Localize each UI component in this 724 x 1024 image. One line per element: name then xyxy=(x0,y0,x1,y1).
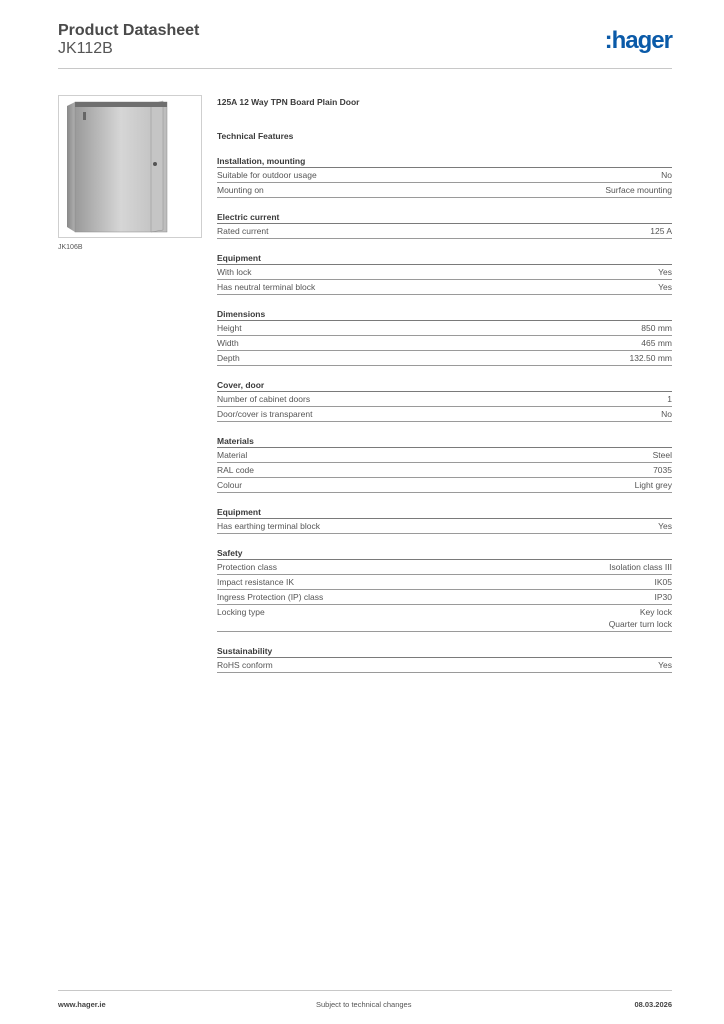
feature-value: Light grey xyxy=(634,480,672,490)
footer-date: 08.03.2026 xyxy=(634,1000,672,1009)
product-code: JK112B xyxy=(58,40,113,57)
feature-section xyxy=(217,211,672,239)
feature-sections xyxy=(217,155,672,673)
feature-value: No xyxy=(661,409,672,419)
section-title: Equipment xyxy=(217,252,672,265)
feature-row xyxy=(217,351,672,366)
feature-value: Surface mounting xyxy=(605,185,672,195)
feature-row xyxy=(217,168,672,183)
feature-value: Yes xyxy=(658,660,672,670)
feature-section xyxy=(217,506,672,534)
feature-label: Rated current xyxy=(217,226,269,236)
feature-row xyxy=(217,463,672,478)
feature-label: Has neutral terminal block xyxy=(217,282,316,292)
feature-label: Width xyxy=(217,338,239,348)
image-caption: JK106B xyxy=(58,244,83,251)
feature-section xyxy=(217,435,672,493)
document-title: Product Datasheet xyxy=(58,22,200,39)
feature-label: Number of cabinet doors xyxy=(217,394,311,404)
feature-label: Mounting on xyxy=(217,185,264,195)
footer-note: Subject to technical changes xyxy=(316,1000,412,1009)
feature-value: 125 A xyxy=(650,226,672,236)
feature-label: Has earthing terminal block xyxy=(217,521,320,531)
section-title: Installation, mounting xyxy=(217,155,672,168)
feature-label: Impact resistance IK xyxy=(217,577,295,587)
section-title: Materials xyxy=(217,435,672,448)
feature-row xyxy=(217,183,672,198)
feature-row xyxy=(217,658,672,673)
feature-value: Steel xyxy=(652,450,672,460)
feature-row xyxy=(217,280,672,295)
feature-section xyxy=(217,155,672,198)
feature-value: 7035 xyxy=(653,465,672,475)
feature-row xyxy=(217,392,672,407)
technical-features xyxy=(217,97,672,673)
page-header xyxy=(58,22,672,69)
feature-label: Depth xyxy=(217,353,240,363)
feature-row xyxy=(217,605,672,632)
product-image xyxy=(58,95,202,238)
feature-label: Ingress Protection (IP) class xyxy=(217,592,324,602)
feature-section xyxy=(217,379,672,422)
feature-label: Locking type xyxy=(217,607,265,617)
feature-label: RoHS conform xyxy=(217,660,273,670)
page-footer xyxy=(58,990,672,1015)
feature-value: IP30 xyxy=(654,592,672,602)
feature-row xyxy=(217,519,672,534)
feature-section xyxy=(217,645,672,673)
feature-row xyxy=(217,478,672,493)
section-title: Dimensions xyxy=(217,308,672,321)
hager-logo: :hager xyxy=(604,27,672,54)
feature-value: Yes xyxy=(658,267,672,277)
feature-row xyxy=(217,448,672,463)
feature-row xyxy=(217,575,672,590)
feature-label: With lock xyxy=(217,267,252,277)
feature-row xyxy=(217,265,672,280)
feature-value: 850 mm xyxy=(641,323,672,333)
feature-value: Yes xyxy=(658,282,672,292)
feature-value: IK05 xyxy=(654,577,672,587)
feature-section xyxy=(217,308,672,366)
section-title: Equipment xyxy=(217,506,672,519)
feature-label: Material xyxy=(217,450,248,460)
feature-label: Protection class xyxy=(217,562,277,572)
feature-row xyxy=(217,321,672,336)
feature-row xyxy=(217,336,672,351)
feature-value: 1 xyxy=(667,394,672,404)
feature-label: Door/cover is transparent xyxy=(217,409,313,419)
feature-label: Suitable for outdoor usage xyxy=(217,170,317,180)
feature-row xyxy=(217,407,672,422)
feature-value: 132.50 mm xyxy=(629,353,672,363)
footer-website: www.hager.ie xyxy=(58,1000,106,1009)
feature-section xyxy=(217,252,672,295)
section-title: Safety xyxy=(217,547,672,560)
feature-label: RAL code xyxy=(217,465,255,475)
feature-row xyxy=(217,224,672,239)
section-title: Cover, door xyxy=(217,379,672,392)
technical-features-title: Technical Features xyxy=(217,131,294,141)
feature-value: Key lock Quarter turn lock xyxy=(608,607,672,629)
product-name: 125A 12 Way TPN Board Plain Door xyxy=(217,97,360,107)
feature-row xyxy=(217,590,672,605)
feature-label: Height xyxy=(217,323,242,333)
section-title: Electric current xyxy=(217,211,672,224)
feature-value: 465 mm xyxy=(641,338,672,348)
section-title: Sustainability xyxy=(217,645,672,658)
feature-section xyxy=(217,547,672,632)
feature-value: Isolation class III xyxy=(609,562,672,572)
feature-row xyxy=(217,560,672,575)
feature-label: Colour xyxy=(217,480,243,490)
feature-value: No xyxy=(661,170,672,180)
feature-value: Yes xyxy=(658,521,672,531)
